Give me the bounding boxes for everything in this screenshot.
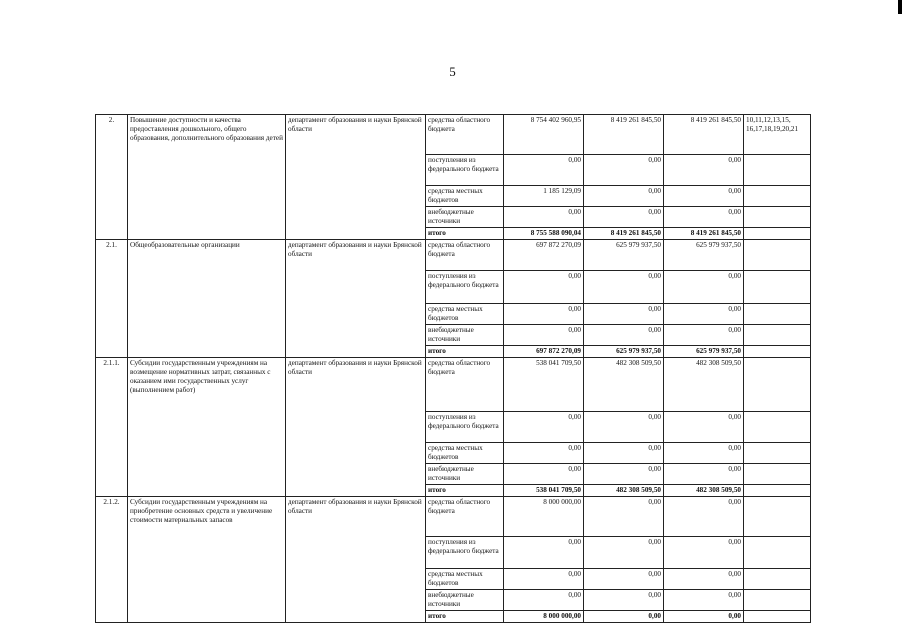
amount-v1: 0,00 — [504, 537, 584, 569]
amount-v2: 482 308 509,50 — [584, 485, 664, 497]
source-label: поступления из федерального бюджета — [426, 412, 504, 443]
amount-v1: 0,00 — [504, 325, 584, 346]
table-row — [96, 115, 811, 155]
row-executor: департамент образования и науки Брянской области — [286, 115, 426, 240]
amount-v2: 8 419 261 845,50 — [584, 115, 664, 155]
empty-cell — [744, 537, 811, 569]
goal-indicators — [744, 358, 811, 412]
amount-v1: 697 872 270,09 — [504, 240, 584, 271]
table-row — [96, 240, 811, 271]
amount-v2: 0,00 — [584, 207, 664, 228]
amount-v3: 0,00 — [664, 186, 744, 207]
amount-v2: 8 419 261 845,50 — [584, 228, 664, 240]
source-label: итого — [426, 228, 504, 240]
amount-v1: 0,00 — [504, 443, 584, 464]
amount-v2: 625 979 937,50 — [584, 240, 664, 271]
empty-cell — [744, 207, 811, 228]
amount-v3: 8 419 261 845,50 — [664, 115, 744, 155]
row-code: 2.1.2. — [96, 497, 128, 623]
amount-v1: 8 000 000,00 — [504, 497, 584, 537]
source-label: средства местных бюджетов — [426, 443, 504, 464]
empty-cell — [744, 485, 811, 497]
amount-v2: 0,00 — [584, 186, 664, 207]
empty-cell — [744, 611, 811, 623]
amount-v2: 0,00 — [584, 304, 664, 325]
source-label: внебюджетные источники — [426, 325, 504, 346]
amount-v2: 0,00 — [584, 443, 664, 464]
amount-v3: 625 979 937,50 — [664, 240, 744, 271]
amount-v3: 0,00 — [664, 304, 744, 325]
source-label: поступления из федерального бюджета — [426, 155, 504, 186]
empty-cell — [744, 443, 811, 464]
budget-table — [95, 114, 811, 623]
empty-cell — [744, 464, 811, 485]
goal-indicators — [744, 497, 811, 537]
amount-v3: 0,00 — [664, 207, 744, 228]
source-label: итого — [426, 485, 504, 497]
amount-v1: 8 754 402 960,95 — [504, 115, 584, 155]
empty-cell — [744, 325, 811, 346]
row-code: 2.1.1. — [96, 358, 128, 497]
source-label: средства областного бюджета — [426, 358, 504, 412]
amount-v1: 538 041 709,50 — [504, 358, 584, 412]
empty-cell — [744, 271, 811, 304]
row-code: 2. — [96, 115, 128, 240]
table-row — [96, 497, 811, 537]
amount-v3: 0,00 — [664, 271, 744, 304]
source-label: поступления из федерального бюджета — [426, 271, 504, 304]
amount-v1: 0,00 — [504, 155, 584, 186]
amount-v3: 8 419 261 845,50 — [664, 228, 744, 240]
amount-v1: 0,00 — [504, 271, 584, 304]
amount-v3: 0,00 — [664, 443, 744, 464]
amount-v2: 625 979 937,50 — [584, 346, 664, 358]
empty-cell — [744, 228, 811, 240]
source-label: средства местных бюджетов — [426, 304, 504, 325]
amount-v1: 0,00 — [504, 569, 584, 590]
amount-v1: 1 185 129,09 — [504, 186, 584, 207]
source-label: итого — [426, 346, 504, 358]
goal-indicators — [744, 240, 811, 271]
row-executor: департамент образования и науки Брянской области — [286, 240, 426, 358]
amount-v2: 0,00 — [584, 464, 664, 485]
row-title: Общеобразовательные организации — [128, 240, 286, 358]
row-executor: департамент образования и науки Брянской области — [286, 497, 426, 623]
amount-v2: 0,00 — [584, 325, 664, 346]
amount-v2: 482 308 509,50 — [584, 358, 664, 412]
amount-v1: 0,00 — [504, 304, 584, 325]
amount-v3: 0,00 — [664, 590, 744, 611]
empty-cell — [744, 155, 811, 186]
source-label: внебюджетные источники — [426, 207, 504, 228]
amount-v1: 538 041 709,50 — [504, 485, 584, 497]
empty-cell — [744, 186, 811, 207]
empty-cell — [744, 590, 811, 611]
amount-v3: 482 308 509,50 — [664, 358, 744, 412]
source-label: средства местных бюджетов — [426, 186, 504, 207]
amount-v1: 0,00 — [504, 207, 584, 228]
amount-v3: 0,00 — [664, 155, 744, 186]
amount-v1: 697 872 270,09 — [504, 346, 584, 358]
amount-v3: 625 979 937,50 — [664, 346, 744, 358]
amount-v2: 0,00 — [584, 590, 664, 611]
amount-v1: 8 755 588 090,04 — [504, 228, 584, 240]
source-label: внебюджетные источники — [426, 590, 504, 611]
amount-v2: 0,00 — [584, 611, 664, 623]
row-title: Повышение доступности и качества предоставления дошкольного, общего образования, дополнительного образования детей — [128, 115, 286, 240]
amount-v1: 0,00 — [504, 412, 584, 443]
empty-cell — [744, 412, 811, 443]
amount-v2: 0,00 — [584, 537, 664, 569]
source-label: средства местных бюджетов — [426, 569, 504, 590]
amount-v3: 0,00 — [664, 537, 744, 569]
source-label: средства областного бюджета — [426, 115, 504, 155]
amount-v3: 0,00 — [664, 464, 744, 485]
empty-cell — [744, 346, 811, 358]
amount-v1: 0,00 — [504, 590, 584, 611]
row-code: 2.1. — [96, 240, 128, 358]
source-label: итого — [426, 611, 504, 623]
amount-v3: 0,00 — [664, 412, 744, 443]
amount-v1: 0,00 — [504, 464, 584, 485]
goal-indicators: 10,11,12,13,15, 16,17,18,19,20,21 — [744, 115, 811, 155]
amount-v2: 0,00 — [584, 569, 664, 590]
amount-v2: 0,00 — [584, 497, 664, 537]
empty-cell — [744, 304, 811, 325]
row-title: Субсидии государственным учреждениям на возмещение нормативных затрат, связанных с оказанием ими государственных услуг (выполнением работ) — [128, 358, 286, 497]
row-executor: департамент образования и науки Брянской области — [286, 358, 426, 497]
source-label: поступления из федерального бюджета — [426, 537, 504, 569]
page-number: 5 — [449, 64, 456, 79]
amount-v3: 482 308 509,50 — [664, 485, 744, 497]
amount-v1: 8 000 000,00 — [504, 611, 584, 623]
amount-v3: 0,00 — [664, 497, 744, 537]
amount-v3: 0,00 — [664, 569, 744, 590]
empty-cell — [744, 569, 811, 590]
budget-table-body — [96, 115, 811, 623]
scan-edge-mark — [898, 0, 902, 14]
amount-v3: 0,00 — [664, 325, 744, 346]
amount-v2: 0,00 — [584, 155, 664, 186]
row-title: Субсидии государственным учреждениям на приобретение основных средств и увеличение стоимости материальных запасов — [128, 497, 286, 623]
amount-v2: 0,00 — [584, 271, 664, 304]
amount-v3: 0,00 — [664, 611, 744, 623]
amount-v2: 0,00 — [584, 412, 664, 443]
table-row — [96, 358, 811, 412]
source-label: средства областного бюджета — [426, 497, 504, 537]
source-label: средства областного бюджета — [426, 240, 504, 271]
source-label: внебюджетные источники — [426, 464, 504, 485]
